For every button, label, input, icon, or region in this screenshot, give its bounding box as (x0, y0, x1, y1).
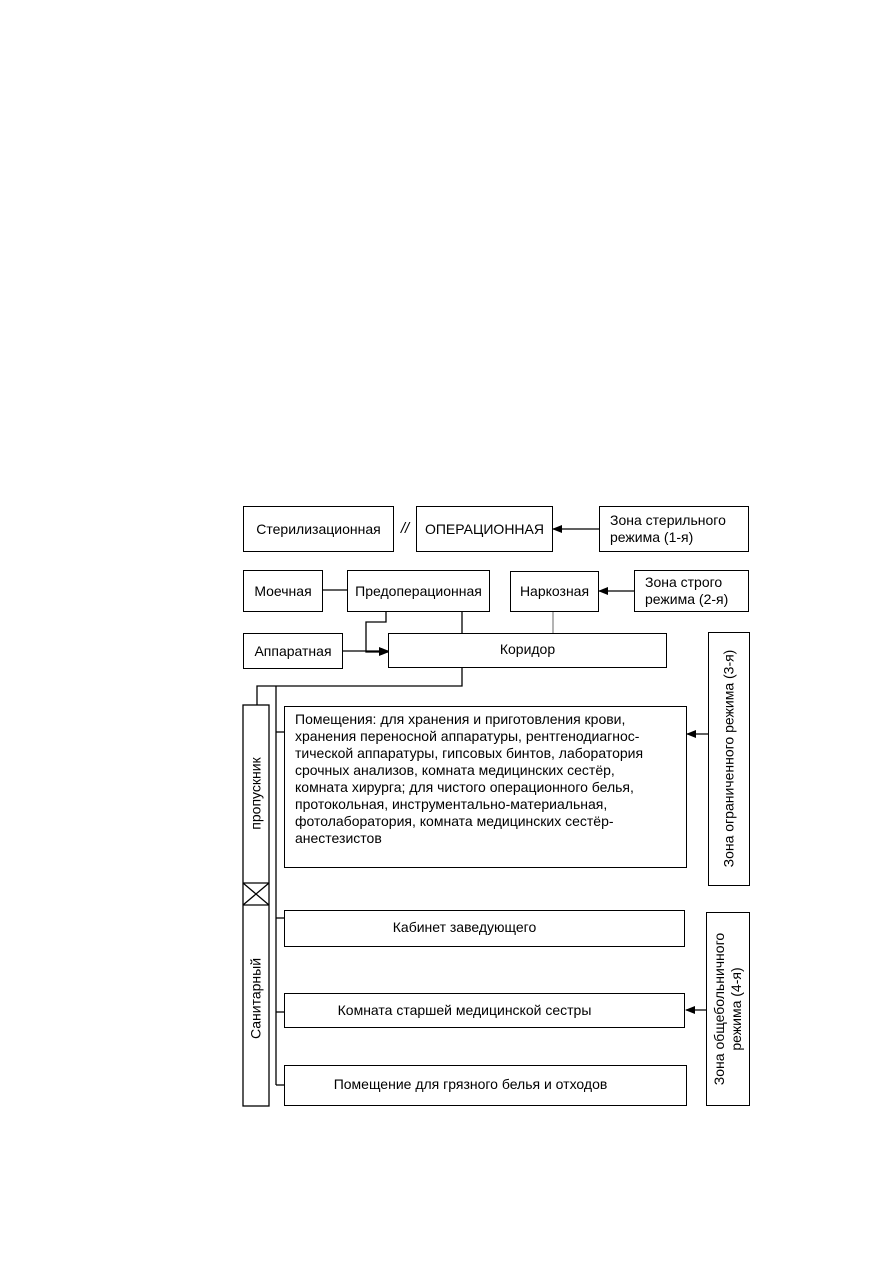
dirty-linen-label: Помещение для грязного белья и отходов (333, 1076, 608, 1092)
checkpoint-top-label: пропускник (247, 757, 264, 830)
dirty-linen-room (284, 1065, 687, 1106)
zone3-label: Зона ограниченного режима (3-я) (720, 649, 737, 868)
anesthesia-label: Наркозная (519, 583, 590, 599)
checkpoint-bottom-label: Санитарный (247, 957, 264, 1040)
link-corridor-checkpoint (257, 668, 462, 705)
anesthesia-room (510, 571, 599, 612)
zone2-label: Зона строго режима (2-я) (645, 574, 729, 607)
rooms-box (284, 706, 687, 868)
senior-nurse-room (284, 993, 685, 1028)
corridor (388, 633, 667, 668)
zone4-label: Зона общебольничного режима (4-я) (711, 932, 744, 1086)
zone1-label: Зона стерильного режима (1-я) (610, 512, 726, 545)
washroom-label: Моечная (254, 582, 312, 599)
washroom (243, 570, 323, 612)
apparatus-room (243, 633, 343, 669)
arrow-preop-to-corridor (366, 612, 388, 652)
head-office-label: Кабинет заведующего (392, 919, 537, 935)
preop-room (347, 570, 490, 612)
operating-label: ОПЕРАЦИОННАЯ (424, 520, 544, 537)
rooms-label: Помещения: для хранения и приготовления крови, хранения переносной аппаратуры, рентгенодиагнос- тической аппаратуры, гипсовых бинтов, лаборатория срочных анализов, комната медицинских сестёр, комната хирурга; для чистого операционного белья, протокольная, инструментально-материальная, фотолаборатория, комната медицинских сестёр- анестезистов (295, 711, 644, 846)
senior-nurse-label: Комната старшей медицинской сестры (337, 1002, 592, 1018)
separator-mark: // (400, 520, 410, 537)
head-office (284, 910, 685, 947)
apparatus-label: Аппаратная (254, 642, 332, 659)
corridor-label: Коридор (499, 641, 556, 657)
sterilization-room (243, 506, 394, 552)
zone1-box (599, 506, 749, 552)
preop-label: Предоперационная (355, 582, 482, 599)
operating-room (416, 506, 553, 552)
zone2-box (634, 570, 749, 612)
sterilization-label: Стерилизационная (256, 520, 381, 537)
